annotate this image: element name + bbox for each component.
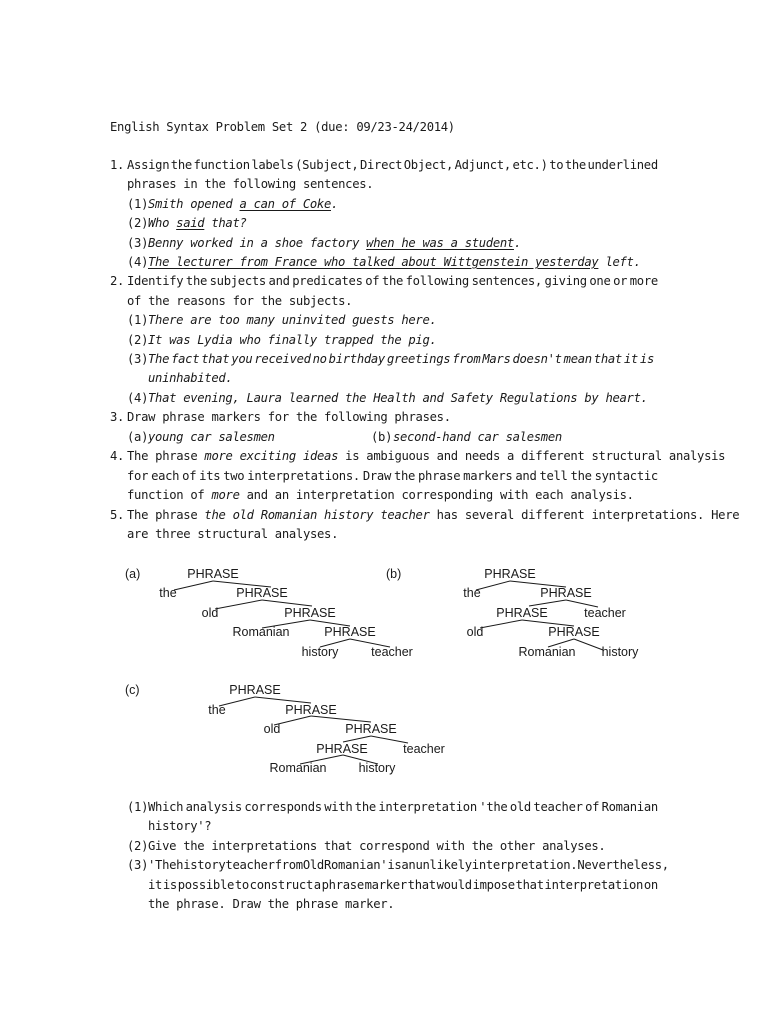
sub-q2-text: Give the interpretations that correspond with the other analyses. bbox=[148, 839, 606, 853]
tree-c-node-the: the bbox=[208, 703, 226, 717]
word: the bbox=[564, 158, 586, 172]
word: doesn't bbox=[512, 352, 562, 366]
word: The bbox=[148, 352, 170, 366]
word: subjects bbox=[209, 274, 266, 288]
word: markers bbox=[463, 469, 513, 483]
q2-sentence-4: That evening, Laura learned the Health and Safety Regulations by heart. bbox=[148, 391, 648, 405]
word: and bbox=[268, 274, 290, 288]
word: from bbox=[452, 352, 481, 366]
word: that bbox=[201, 352, 230, 366]
tree-c-label: (c) bbox=[125, 683, 140, 697]
branch-b-5 bbox=[480, 620, 522, 628]
q2-s1-num: (1) bbox=[127, 313, 149, 327]
word: of bbox=[182, 469, 197, 483]
word: greetings bbox=[386, 352, 451, 366]
q2-s2-num: (2) bbox=[127, 333, 149, 347]
word: for bbox=[127, 469, 149, 483]
word: (Subject, bbox=[295, 158, 359, 172]
q1-s2-num: (2) bbox=[127, 216, 149, 230]
word: Direct bbox=[359, 158, 403, 172]
word: Which bbox=[148, 800, 184, 814]
q2-sentence-2: It was Lydia who finally trapped the pig. bbox=[148, 333, 437, 347]
word: underlined bbox=[587, 158, 658, 172]
tree-c-node-phrase-4: PHRASE bbox=[316, 742, 368, 756]
word: tell bbox=[539, 469, 568, 483]
tree-b-node-phrase-4: PHRASE bbox=[548, 625, 600, 639]
word: that bbox=[593, 352, 622, 366]
page-title: English Syntax Problem Set 2 (due: 09/23-24/2014) bbox=[110, 120, 455, 134]
word: the bbox=[354, 800, 376, 814]
word: that bbox=[407, 878, 436, 892]
word: of bbox=[365, 274, 380, 288]
word: Romanian bbox=[601, 800, 658, 814]
word: that bbox=[515, 878, 544, 892]
q4-line3: function of more and an interpretation corresponding with each analysis. bbox=[127, 488, 634, 502]
tree-c-node-phrase-2: PHRASE bbox=[285, 703, 337, 717]
q2-sentence-1: There are too many uninvited guests here. bbox=[148, 313, 437, 327]
word: you bbox=[231, 352, 253, 366]
q1-sentence-1: Smith opened a can of Coke. bbox=[148, 197, 339, 211]
word: the bbox=[170, 158, 192, 172]
word: interpretation bbox=[378, 800, 477, 814]
q1-s3-num: (3) bbox=[127, 236, 149, 250]
word: following bbox=[405, 274, 469, 288]
underlined-phrase: The lecturer from France who talked about Wittgenstein yesterday bbox=[148, 255, 599, 269]
sub-q3-line2 bbox=[148, 878, 658, 893]
q3-a-num: (a) bbox=[127, 430, 149, 444]
q5-number: 5. bbox=[110, 508, 125, 522]
word: it bbox=[623, 352, 638, 366]
tree-a-node-teacher: teacher bbox=[371, 645, 413, 659]
word: Assign bbox=[127, 158, 170, 172]
word: it bbox=[148, 878, 163, 892]
word: 'The bbox=[148, 858, 177, 872]
word: labels bbox=[251, 158, 294, 172]
word: the bbox=[185, 274, 208, 288]
word: two bbox=[223, 469, 245, 483]
q2-s4-num: (4) bbox=[127, 391, 149, 405]
sub-q3-line3: the phrase. Draw the phrase marker. bbox=[148, 897, 395, 911]
word: the bbox=[381, 274, 404, 288]
q2-sentence-3-line2: uninhabited. bbox=[148, 371, 233, 385]
word: Nevertheless, bbox=[577, 858, 669, 872]
branch-b-1 bbox=[476, 581, 510, 590]
tree-c-node-old: old bbox=[263, 722, 281, 736]
word: corresponds bbox=[244, 800, 322, 814]
tree-b-label: (b) bbox=[386, 567, 402, 581]
sub-q1-line2: history'? bbox=[148, 819, 212, 833]
q1-sentence-2: Who said that? bbox=[148, 216, 247, 230]
word: fact bbox=[171, 352, 200, 366]
sub-q2-num: (2) bbox=[127, 839, 149, 853]
tree-b-node-romanian: Romanian bbox=[518, 645, 576, 659]
word: predicates bbox=[292, 274, 363, 288]
word: interpretation. bbox=[471, 858, 578, 872]
word: of bbox=[585, 800, 600, 814]
tree-a-node-phrase-4: PHRASE bbox=[324, 625, 376, 639]
word: Adjunct, bbox=[454, 158, 511, 172]
word: and bbox=[515, 469, 537, 483]
tree-a-node-phrase-2: PHRASE bbox=[236, 586, 288, 600]
word: Object, bbox=[403, 158, 454, 172]
word: its bbox=[199, 469, 221, 483]
word: etc.) bbox=[512, 158, 548, 172]
tree-c-node-phrase-1: PHRASE bbox=[229, 683, 281, 697]
tree-a-label: (a) bbox=[125, 567, 141, 581]
word: teacher bbox=[533, 800, 583, 814]
tree-c-node-teacher: teacher bbox=[403, 742, 445, 756]
word: on bbox=[643, 878, 658, 892]
word: function bbox=[193, 158, 250, 172]
word: old bbox=[509, 800, 531, 814]
word: syntactic bbox=[594, 469, 658, 483]
tree-c-node-phrase-3: PHRASE bbox=[345, 722, 397, 736]
tree-a-node-phrase-3: PHRASE bbox=[284, 606, 336, 620]
q2-line2: of the reasons for the subjects. bbox=[127, 294, 353, 308]
word: phrase bbox=[321, 878, 364, 892]
word: teacher bbox=[225, 858, 275, 872]
tree-b-node-phrase-3: PHRASE bbox=[496, 606, 548, 620]
q1-sentence-4: The lecturer from France who talked about Wittgenstein yesterday left. bbox=[148, 255, 641, 269]
word: 'the bbox=[479, 800, 508, 814]
tree-b-node-phrase-1: PHRASE bbox=[484, 567, 536, 581]
word: is bbox=[387, 858, 402, 872]
q4-number: 4. bbox=[110, 449, 125, 463]
q4-line1: The phrase more exciting ideas is ambiguous and needs a different structural analysis bbox=[127, 449, 726, 463]
word: possible bbox=[177, 878, 235, 892]
tree-b-node-the: the bbox=[463, 586, 481, 600]
q1-line2: phrases in the following sentences. bbox=[127, 177, 374, 191]
word: from bbox=[274, 858, 303, 872]
sub-q1-line1 bbox=[148, 800, 658, 815]
branch-b-8 bbox=[574, 639, 603, 650]
word: construct bbox=[249, 878, 314, 892]
q2-number: 2. bbox=[110, 274, 125, 288]
q3-text: Draw phrase markers for the following phrases. bbox=[127, 410, 451, 424]
word: to bbox=[549, 158, 564, 172]
word: unlikely bbox=[415, 858, 472, 872]
q1-sentence-3: Benny worked in a shoe factory when he was a student. bbox=[148, 236, 522, 250]
word: Romanian' bbox=[323, 858, 388, 872]
tree-c-node-romanian: Romanian bbox=[269, 761, 327, 775]
tree-b-node-old: old bbox=[466, 625, 484, 639]
word: Mars bbox=[482, 352, 511, 366]
word: more bbox=[629, 274, 658, 288]
tree-a-node-phrase-1: PHRASE bbox=[187, 567, 239, 581]
q1-number: 1. bbox=[110, 158, 125, 172]
word: marker bbox=[364, 878, 407, 892]
word: one bbox=[589, 274, 611, 288]
word: no bbox=[312, 352, 327, 366]
underlined-phrase: said bbox=[176, 216, 205, 230]
q3-phrase-b: second-hand car salesmen bbox=[393, 430, 562, 444]
word: to bbox=[234, 878, 249, 892]
word: history bbox=[176, 858, 226, 872]
sub-q3-num: (3) bbox=[127, 858, 149, 872]
q5-line2: are three structural analyses. bbox=[127, 527, 339, 541]
q3-phrase-a: young car salesmen bbox=[148, 430, 275, 444]
word: Identify bbox=[127, 274, 184, 288]
word: is bbox=[639, 352, 654, 366]
tree-b-node-history: history bbox=[601, 645, 639, 659]
tree-b-node-phrase-2: PHRASE bbox=[540, 586, 592, 600]
underlined-phrase: when he was a student bbox=[366, 236, 514, 250]
q2-s3-num: (3) bbox=[127, 352, 149, 366]
word: mean bbox=[563, 352, 592, 366]
branch-a-1 bbox=[174, 581, 213, 590]
underlined-phrase: a can of Coke bbox=[239, 197, 331, 211]
word: would bbox=[436, 878, 472, 892]
word: phrase bbox=[418, 469, 461, 483]
word: interpretation bbox=[544, 878, 644, 892]
word: received bbox=[254, 352, 311, 366]
word: or bbox=[613, 274, 628, 288]
tree-a-node-the: the bbox=[159, 586, 177, 600]
word: giving bbox=[544, 274, 587, 288]
word: the bbox=[393, 469, 416, 483]
tree-a-node-old: old bbox=[201, 606, 219, 620]
tree-c-node-history: history bbox=[358, 761, 396, 775]
q3-number: 3. bbox=[110, 410, 125, 424]
q3-b-num: (b) bbox=[371, 430, 393, 444]
q5-line1: The phrase the old Romanian history teacher has several different interpretations. Here bbox=[127, 508, 740, 522]
tree-a-node-history: history bbox=[301, 645, 339, 659]
word: sentences, bbox=[471, 274, 542, 288]
word: birthday bbox=[328, 352, 385, 366]
sub-q3-line1 bbox=[148, 858, 669, 873]
word: with bbox=[324, 800, 353, 814]
word: interpretations. bbox=[247, 469, 360, 483]
word: a bbox=[313, 878, 321, 892]
word: Draw bbox=[362, 469, 391, 483]
word: impose bbox=[472, 878, 515, 892]
word: each bbox=[151, 469, 180, 483]
tree-a-node-romanian: Romanian bbox=[232, 625, 290, 639]
word: is bbox=[162, 878, 177, 892]
word: Old bbox=[302, 858, 324, 872]
tree-b-node-teacher: teacher bbox=[584, 606, 626, 620]
word: the bbox=[570, 469, 592, 483]
sub-q1-num: (1) bbox=[127, 800, 149, 814]
word: an bbox=[401, 858, 416, 872]
q1-s1-num: (1) bbox=[127, 197, 149, 211]
branch-a-3 bbox=[215, 600, 262, 609]
word: analysis bbox=[185, 800, 242, 814]
q1-s4-num: (4) bbox=[127, 255, 149, 269]
